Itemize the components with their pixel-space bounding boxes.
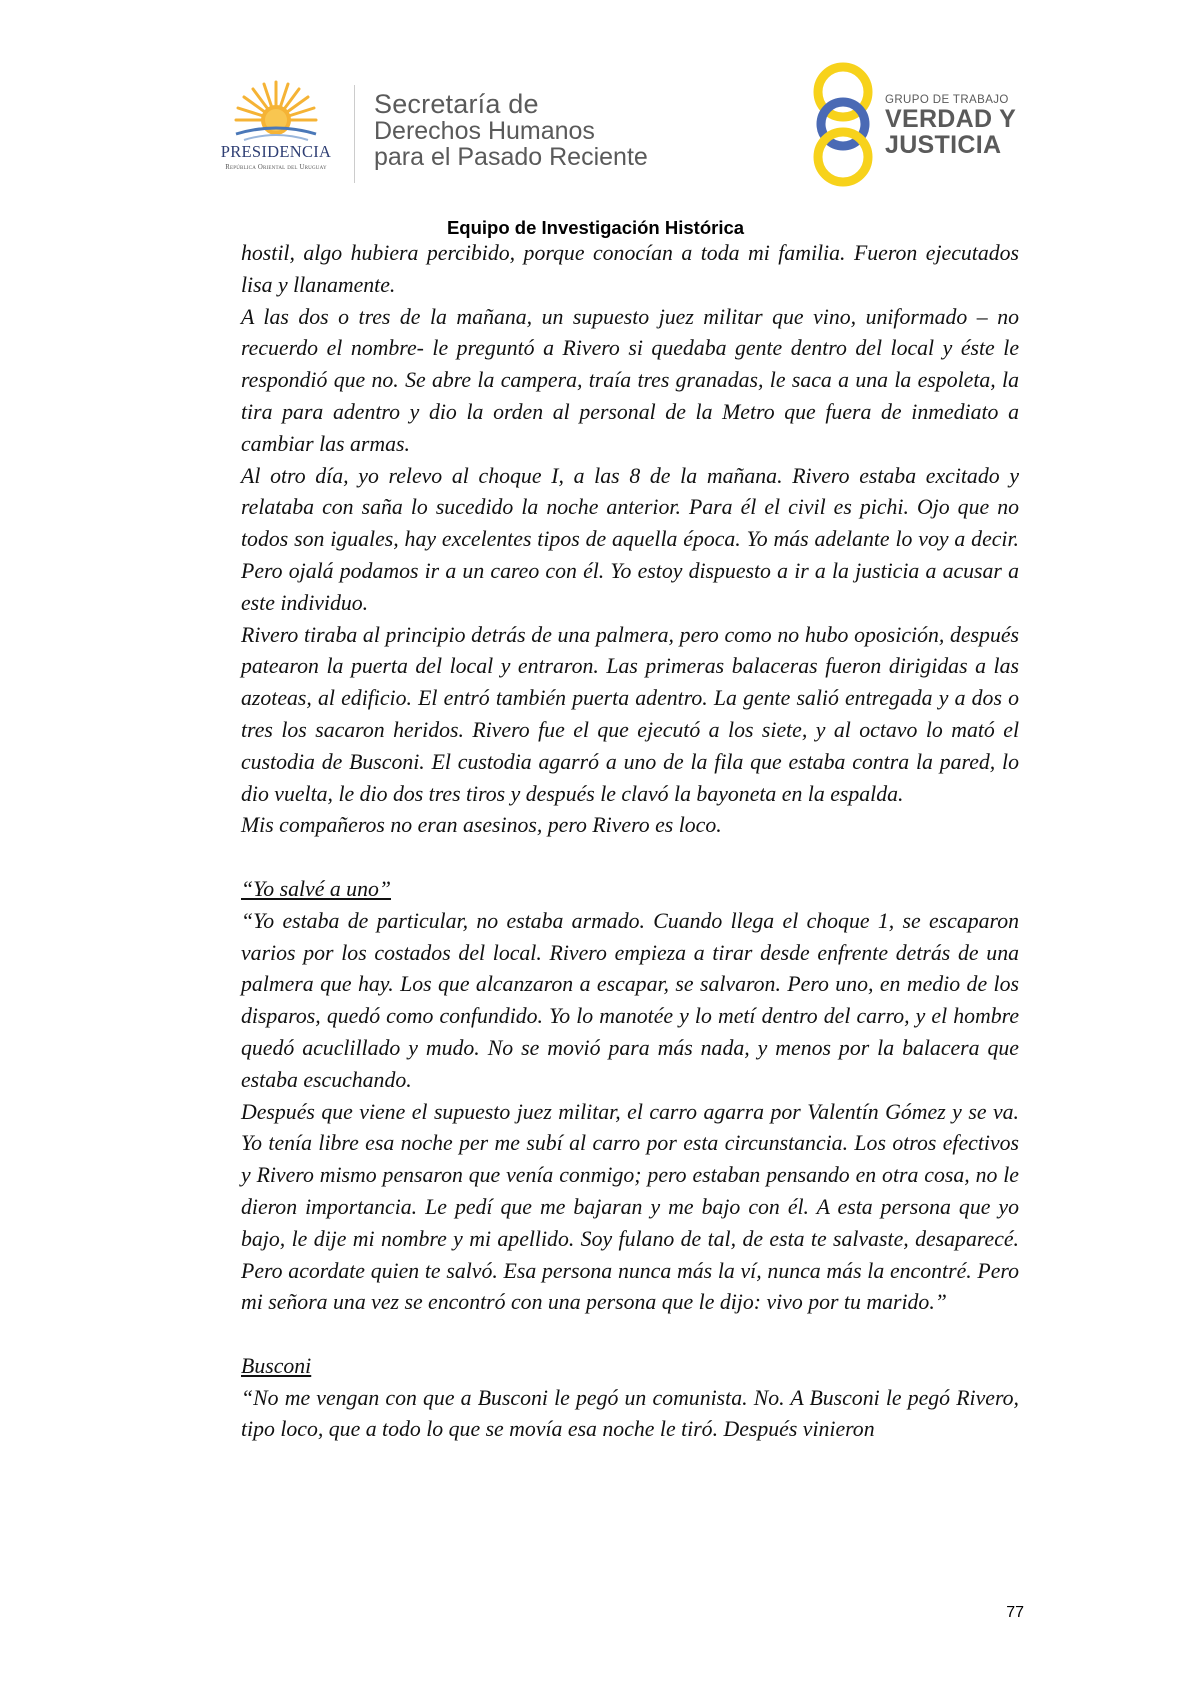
verdad-justicia-logo [808, 62, 1028, 187]
blank-line [241, 1319, 1019, 1351]
subheading-text: Busconi [241, 1353, 312, 1378]
blank-line [241, 842, 1019, 874]
subheading-yo-salve [241, 874, 1019, 906]
secretaria-line-1: Secretaría de [374, 89, 539, 119]
secretaria-line-2: Derechos Humanos [374, 117, 595, 145]
grupo-de-trabajo-label: GRUPO DE TRABAJO [885, 94, 1009, 106]
linked-rings-icon [808, 62, 878, 187]
subheading-text: “Yo salvé a uno” [241, 876, 391, 901]
body-paragraph: Mis compañeros no eran asesinos, pero Rivero es loco. [241, 813, 722, 838]
sun-emblem-icon [234, 80, 318, 142]
verdad-label: VERDAD Y [885, 105, 1017, 133]
header-divider [354, 85, 355, 183]
secretaria-line-3: para el Pasado Reciente [374, 143, 648, 171]
subheading-busconi [241, 1351, 1019, 1383]
secretaria-logo [374, 90, 648, 170]
body-paragraph: “Yo estaba de particular, no estaba armado. Cuando llega el choque 1, se escaparon varios por los costados del local. Rivero empieza a tirar desde enfrente detrás de una palmera que hay. Los que alcanzaron a escapar, se salvaron. Pero uno, en medio de los disparos, quedó como confundido. Yo lo manotée y lo metí dentro del carro, y el hombre quedó acuclillado y mudo. No se movió para más nada, y menos por la balacera que estaba escuchando. [241, 908, 1019, 1092]
body-paragraph: “No me vengan con que a Busconi le pegó un comunista. No. A Busconi le pegó Rivero, tipo loco, que a todo lo que se movía esa noche le tiró. Después vinieron [241, 1385, 1019, 1442]
body-paragraph: Rivero tiraba al principio detrás de una palmera, pero como no hubo oposición, después patearon la puerta del local y entraron. Las primeras balaceras fueron dirigidas a las azoteas, al edificio. El entró también puerta adentro. La gente salió entregada y a dos o tres los sacaron heridos. Rivero fue el que ejecutó a los siete, y al octavo lo mató el custodia de Busconi. El custodia agarró a uno de la fila que estaba contra la pared, lo dio vuelta, le dio dos tres tiros y después le clavó la bayoneta en la espalda. [241, 622, 1019, 806]
body-paragraph: hostil, algo hubiera percibido, porque conocían a toda mi familia. Fueron ejecutados lisa y llanamente. [241, 241, 1019, 297]
justicia-label: JUSTICIA [885, 131, 1002, 159]
presidencia-logo [196, 80, 356, 180]
document-body [241, 238, 1019, 1446]
verdad-justicia-text [885, 94, 1016, 158]
body-paragraph: Al otro día, yo relevo al choque I, a las 8 de la mañana. Rivero estaba excitado y relataba con saña lo sucedido la noche anterior. Para él el civil es pichi. Ojo que no todos son iguales, hay excelentes tipos de aquella época. Yo más adelante lo voy a decir. Pero ojalá podamos ir a un careo con él. Yo estoy dispuesto a ir a la justicia a acusar a este individuo. [241, 463, 1019, 615]
section-title: Equipo de Investigación Histórica [446, 217, 745, 238]
presidencia-subtitle: República Oriental del Uruguay [225, 164, 327, 171]
presidencia-name: PRESIDENCIA [220, 142, 332, 161]
body-paragraph: Después que viene el supuesto juez militar, el carro agarra por Valentín Gómez y se va. Yo tenía libre esa noche per me subí al carro por esta circunstancia. Los otros efectivos y Rivero mismo pensaron que venía conmigo; pero estaban pensando en otra cosa, no le dieron importancia. Le pedí que me bajaran y me bajo con él. A esta persona que yo bajo, le dije mi nombre y mi apellido. Soy fulano de tal, de esta te salvaste, desaparecé. Pero acordate quien te salvó. Esa persona nunca más la ví, nunca más la encontré. Pero mi señora una vez se encontró con una persona que le dijo: vivo por tu marido.” [241, 1099, 1019, 1315]
body-paragraph: A las dos o tres de la mañana, un supuesto juez militar que vino, uniformado – no recuerdo el nombre- le preguntó a Rivero si quedaba gente dentro del local y éste le respondió que no. Se abre la campera, traía tres granadas, le saca a una la espoleta, la tira para adentro y dio la orden al personal de la Metro que fuera de inmediato a cambiar las armas. [241, 304, 1019, 456]
page-number: 77 [1006, 1604, 1024, 1621]
page-header [0, 0, 1191, 200]
